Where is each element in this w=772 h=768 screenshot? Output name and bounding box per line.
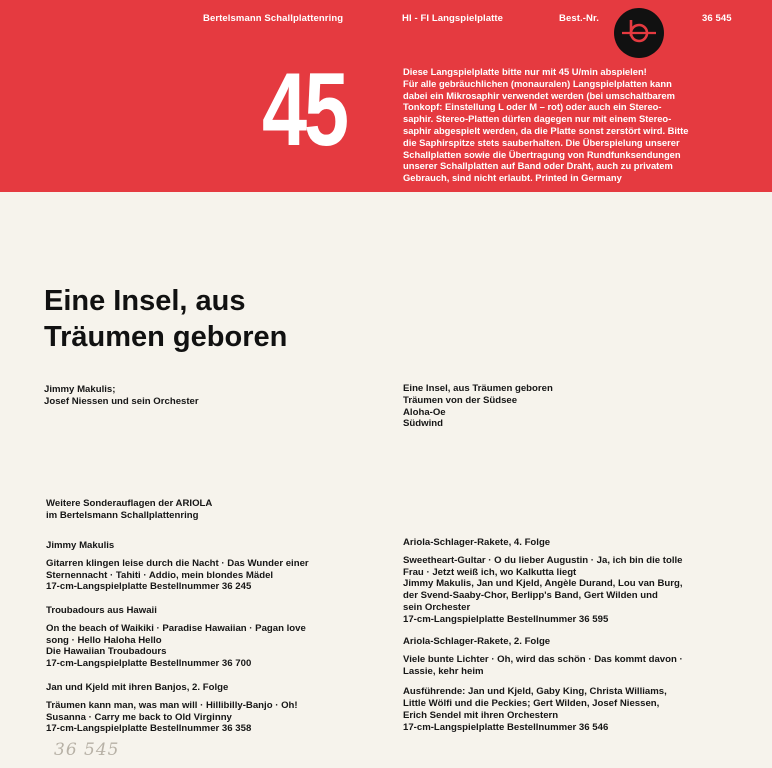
release-block xyxy=(403,537,738,626)
release-heading: Ariola-Schlager-Rakete, 2. Folge xyxy=(403,636,551,647)
track-item: Aloha-Oe xyxy=(403,406,446,418)
notice-line: Gebrauch, sind nicht erlaubt. Printed in Germany xyxy=(403,172,622,184)
notice-line: die Saphirspitze stets sauberhalten. Die Überspielung unserer xyxy=(403,136,680,148)
release-line: Erich Sendel mit ihren Orchestern xyxy=(403,709,559,721)
heading-line: im Bertelsmann Schallplattenring xyxy=(46,509,199,521)
track-item: Südwind xyxy=(403,418,443,430)
release-line: On the beach of Waikiki · Paradise Hawaiian · Pagan love xyxy=(46,622,306,634)
handwritten-note: 36 545 xyxy=(54,740,120,760)
album-title xyxy=(44,283,287,355)
release-line: 17-cm-Langspielplatte Bestellnummer 36 595 xyxy=(403,613,609,625)
track-list xyxy=(403,383,553,430)
release-line: sein Orchester xyxy=(403,601,471,613)
order-label: Best.-Nr. xyxy=(559,13,599,24)
title-line: Eine Insel, aus xyxy=(44,285,246,317)
release-line: Little Wölfi und die Peckies; Gert Wilden, Josef Niessen, xyxy=(403,698,660,710)
track-item: Träumen von der Südsee xyxy=(403,394,518,406)
release-line: 17-cm-Langspielplatte Bestellnummer 36 358 xyxy=(46,723,252,735)
playback-notice xyxy=(403,66,739,184)
release-line: Ausführende: Jan und Kjeld, Gaby King, Christa Williams, xyxy=(403,686,667,698)
release-line: Jimmy Makulis, Jan und Kjeld, Angèle Durand, Lou van Burg, xyxy=(403,578,683,590)
release-block xyxy=(46,605,381,670)
notice-line: Tonkopf: Einstellung L oder M – rot) oder auch ein Stereo- xyxy=(403,101,662,113)
release-line: Susanna · Carry me back to Old Virginny xyxy=(46,711,232,723)
release-line: Sternennacht · Tahiti · Addio, mein blondes Mädel xyxy=(46,569,274,581)
release-line: der Svend-Saaby-Chor, Berlipp's Band, Gert Wilden und xyxy=(403,590,658,602)
notice-line: Diese Langspielplatte bitte nur mit 45 U/min abspielen! xyxy=(403,66,647,77)
more-releases-heading xyxy=(46,498,381,522)
release-line: 17-cm-Langspielplatte Bestellnummer 36 700 xyxy=(46,658,252,670)
release-line: Lassie, kehr heim xyxy=(403,665,484,677)
format-label: HI - FI Langspielplatte xyxy=(402,13,504,24)
release-line: Frau · Jetzt weiß ich, wo Kalkutta liegt xyxy=(403,566,577,578)
notice-line: Für alle gebräuchlichen (monauralen) Langspielplatten kann xyxy=(403,77,672,89)
release-line: Gitarren klingen leise durch die Nacht · Das Wunder einer xyxy=(46,557,309,569)
club-label: Bertelsmann Schallplattenring xyxy=(203,13,344,24)
release-line xyxy=(403,677,738,686)
notice-line: saphir abgespielt werden, da die Platte sonst zerstört wird. Bitte xyxy=(403,124,689,136)
release-line: Sweetheart-Gultar · O du lieber Augustin · Ja, ich bin die tolle xyxy=(403,554,683,566)
track-item: Eine Insel, aus Träumen geboren xyxy=(403,383,553,394)
release-heading: Troubadours aus Hawaii xyxy=(46,605,157,616)
artist-line: Jimmy Makulis; xyxy=(44,384,116,395)
release-line: Die Hawaiian Troubadours xyxy=(46,646,167,658)
release-line: Viele bunte Lichter · Oh, wird das schön · Das kommt davon · xyxy=(403,653,683,665)
release-line: 17-cm-Langspielplatte Bestellnummer 36 245 xyxy=(46,581,252,593)
release-block xyxy=(46,682,381,735)
notice-line: unserer Schallplatten auf Band oder Draht, auch zu privatem xyxy=(403,160,673,172)
artist-line: Josef Niessen und sein Orchester xyxy=(44,395,199,407)
notice-line: Schallplatten sowie die Übertragung von Rundfunksendungen xyxy=(403,148,681,160)
artist-credits xyxy=(44,384,199,408)
heading-line: Weitere Sonderauflagen der ARIOLA xyxy=(46,498,213,509)
notice-line: saphir. Stereo-Platten dürfen dagegen nur mit einem Stereo- xyxy=(403,113,672,125)
release-line: song · Hello Haloha Hello xyxy=(46,634,162,646)
release-line: Träumen kann man, was man will · Hillibilly-Banjo · Oh! xyxy=(46,699,298,711)
notice-line: dabei ein Mikrosaphir verwendet werden (bei umschaltbarem xyxy=(403,89,675,101)
order-number: 36 545 xyxy=(702,13,732,24)
speed-number: 45 xyxy=(262,52,346,168)
release-block xyxy=(403,636,738,734)
bertelsmann-logo-icon xyxy=(614,8,664,58)
title-line: Träumen geboren xyxy=(44,321,288,353)
release-heading: Jimmy Makulis xyxy=(46,540,115,551)
release-heading: Ariola-Schlager-Rakete, 4. Folge xyxy=(403,537,551,548)
release-block xyxy=(46,540,381,593)
release-heading: Jan und Kjeld mit ihren Banjos, 2. Folge xyxy=(46,682,229,693)
release-line: 17-cm-Langspielplatte Bestellnummer 36 546 xyxy=(403,721,609,733)
